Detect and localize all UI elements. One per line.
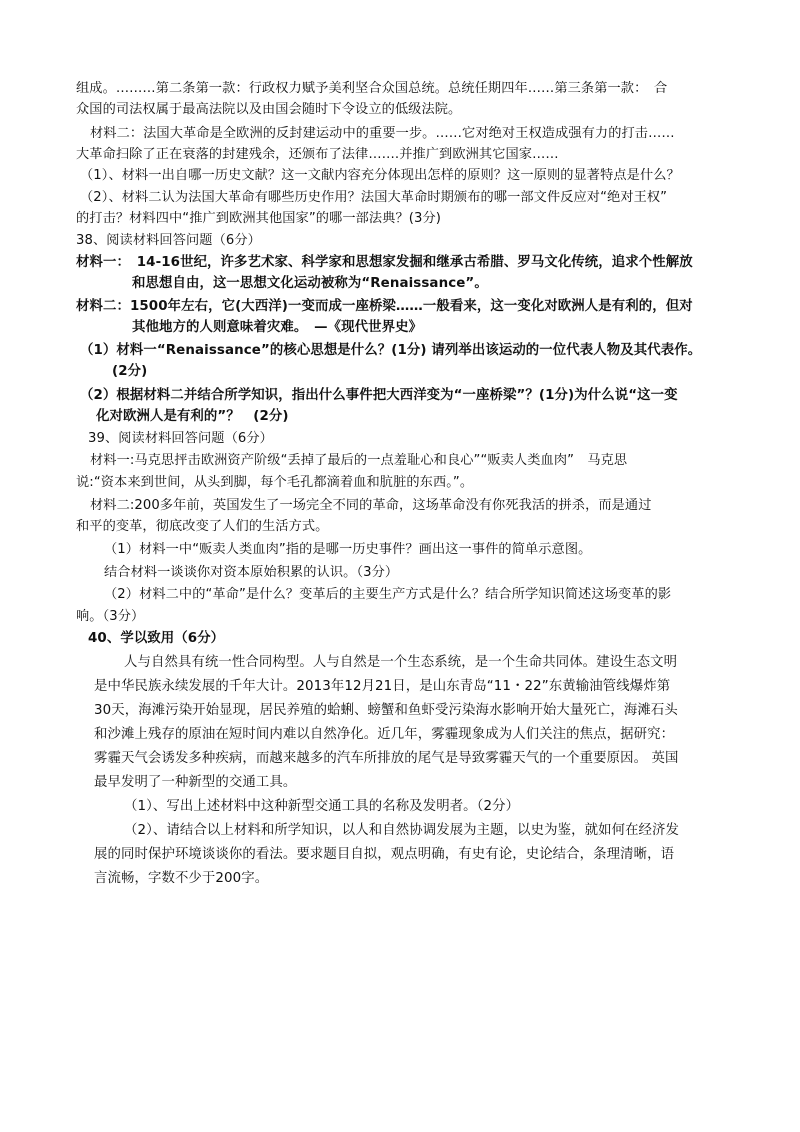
q39-question2-line1: （2）材料二中的“革命”是什么？变革后的主要生产方式是什么？结合所学知识简述这场变革的影 (104, 587, 672, 602)
q37-material2-line1: 材料二：法国大革命是全欧洲的反封建运动中的重要一步。……它对绝对王权造成强有力的打击…… (90, 126, 675, 141)
q39-material2-line2: 和平的变革，彻底改变了人们的生活方式。 (76, 519, 329, 534)
q38-material1-line2: 和思想自由，这一思想文化运动被称为“Renaissance”。 (132, 276, 488, 291)
q37-material1-line2: 众国的司法权属于最高法院以及由国会随时下令设立的低级法院。 (76, 102, 462, 117)
q38-question2-line1: （2）根据材料二并结合所学知识，指出什么事件把大西洋变为“一座桥梁”？(1分)为什么说“这一变 (80, 388, 678, 403)
q38-question1-line2: (2分) (112, 364, 148, 379)
q40-passage-line3: 30天，海滩污染开始显现，居民养殖的蛤蜊、螃蟹和鱼虾受污染海水影响开始大量死亡，海滩石头 (94, 703, 678, 718)
q40-question2-line1: （2）、请结合以上材料和所学知识，以人和自然协调发展为主题，以史为鉴，就如何在经济发 (124, 823, 680, 838)
q37-question2-line2: 的打击？材料四中“推广到欧洲其他国家”的哪一部法典？(3分) (76, 211, 442, 226)
q40-passage-line4: 和沙滩上残存的原油在短时间内难以自然净化。近几年，雾霾现象成为人们关注的焦点，据研究： (94, 727, 675, 742)
q39-material1-line1: 材料一:马克思抨击欧洲资产阶级“丢掉了最后的一点羞耻心和良心”“贩卖人类血肉” 马克思 (90, 453, 628, 468)
q37-question2-line1: （2）、材料二认为法国大革命有哪些历史作用？法国大革命时期颁布的哪一部文件反应对“绝对王权” (80, 190, 668, 205)
q40-question1: （1）、写出上述材料中这种新型交通工具的名称及发明者。（2分） (124, 799, 520, 814)
q38-question2-line2: 化对欧洲人是有利的”？ (2分) (96, 409, 289, 424)
q38-material2-line2: 其他地方的人则意味着灾难。 —《现代世界史》 (132, 320, 423, 335)
q39-material1-line2: 说:“资本来到世间，从头到脚，每个毛孔都滴着血和肮脏的东西。”。 (76, 475, 474, 490)
q38-material1-line1: 材料一： 14-16世纪，许多艺术家、科学家和思想家发掘和继承古希腊、罗马文化传统，追求个性解放 (76, 255, 693, 270)
q38-question1-line1: （1）材料一“Renaissance”的核心思想是什么？(1分) 请列举出该运动的一位代表人物及其代表作。 (80, 343, 702, 358)
q40-passage-line2: 是中华民族永续发展的千年大计。2013年12月21日，是山东青岛“11・22”东黄输油管线爆炸第 (94, 679, 671, 694)
q40-passage-line5: 雾霾天气会诱发多种疾病，而越来越多的汽车所排放的尾气是导致雾霾天气的一个重要原因。 英国 (94, 751, 679, 766)
q39-material2-line1: 材料二:200多年前，英国发生了一场完全不同的革命，这场革命没有你死我活的拼杀，而是通过 (90, 498, 652, 513)
q39-question1-line1: （1）材料一中“贩卖人类血肉”指的是哪一历史事件？画出这一事件的简单示意图。 (104, 542, 592, 557)
q37-material1-line1: 组成。………第二条第一款：行政权力赋予美利坚合众国总统。总统任期四年……第三条第一款： 合 (76, 81, 668, 96)
q38-title: 38、阅读材料回答问题（6分） (76, 233, 261, 248)
q37-material2-line2: 大革命扫除了正在衰落的封建残余，还颁布了法律…….并推广到欧洲其它国家…… (76, 147, 559, 162)
q39-question1-line2: 结合材料一谈谈你对资本原始积累的认识。（3分） (104, 565, 399, 580)
q38-material2-line1: 材料二：1500年左右，它(大西洋)一变而成一座桥梁……一般看来，这一变化对欧洲人是有利的，但对 (76, 299, 693, 314)
q39-title: 39、阅读材料回答问题（6分） (88, 431, 273, 446)
q40-question2-line2: 展的同时保护环境谈谈你的看法。要求题目自拟，观点明确，有史有论，史论结合，条理清晰，语 (94, 847, 675, 862)
q40-title: 40、学以致用（6分） (88, 631, 225, 646)
q40-question2-line3: 言流畅，字数不少于200字。 (94, 871, 269, 886)
q37-question1: （1）、材料一出自哪一历史文献？这一文献内容充分体现出怎样的原则？这一原则的显著特点是什么？ (80, 168, 680, 183)
q39-question2-line2: 响。（3分） (76, 609, 145, 624)
q40-passage-line6: 最早发明了一种新型的交通工具。 (94, 775, 297, 790)
q40-passage-line1: 人与自然具有统一性合同构型。人与自然是一个生态系统，是一个生命共同体。建设生态文明 (124, 655, 678, 670)
